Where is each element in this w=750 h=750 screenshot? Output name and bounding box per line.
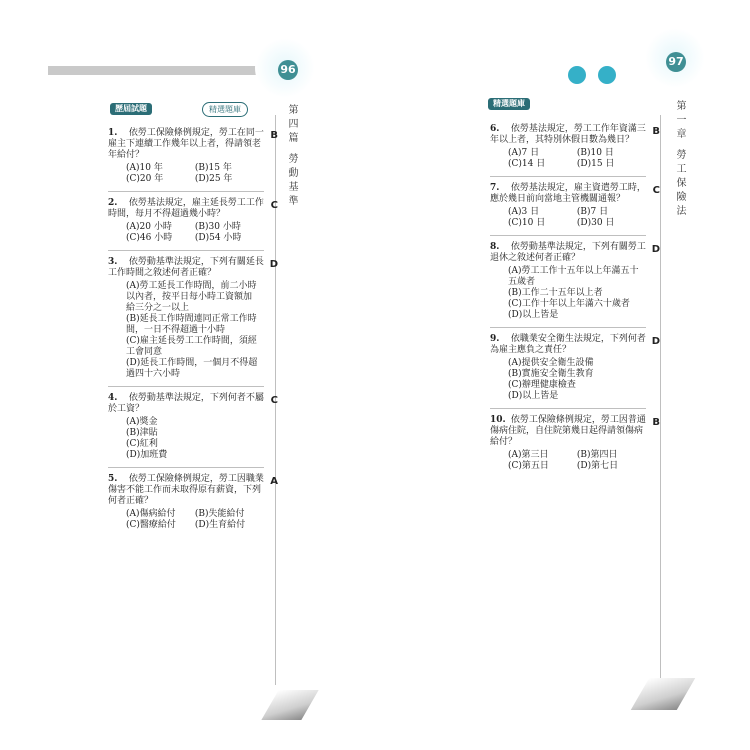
right-question-column [490, 118, 660, 472]
option-b: (B)30 小時 [194, 222, 241, 232]
option-a: (A)7 日 [508, 148, 540, 158]
option-a: (A)10 年 [126, 163, 163, 173]
option-d: (D)延長工作時間，一個月不得超過四十六小時 [126, 358, 258, 379]
answer-label: B [652, 417, 660, 428]
option-c: (C)第五日 [508, 461, 549, 471]
question-item [108, 191, 278, 244]
question-text: 依勞工保險條例規定，勞工在同一雇主下連續工作幾年以上者，得請領老年給付？ [108, 128, 264, 160]
option-list [126, 163, 264, 185]
option-c: (C)46 小時 [126, 233, 173, 243]
left-question-column [108, 122, 278, 531]
option-list [508, 148, 646, 170]
option-d: (D)25 年 [194, 174, 233, 184]
option-list [508, 450, 646, 472]
question-item [490, 176, 660, 229]
question-text: 依勞工保險條例規定，勞工因職業傷害不能工作而未取得原有薪資，下列何者正確？ [108, 474, 264, 506]
answer-label: C [652, 185, 660, 196]
option-b: (B)第四日 [576, 450, 618, 460]
question-number: 2. [108, 198, 118, 208]
question-text: 依勞基法規定，雇主資遣勞工時，應於幾日前向當地主管機關通報？ [490, 183, 646, 204]
answer-label: C [270, 395, 278, 406]
option-b: (B)失能給付 [194, 509, 245, 519]
option-d: (D)第七日 [576, 461, 619, 471]
option-a: (A)獎金 [126, 417, 158, 427]
option-d: (D)以上皆是 [508, 310, 559, 320]
option-c: (C)工作十年以上年滿六十歲者 [508, 299, 630, 309]
option-d: (D)生育給付 [194, 520, 246, 530]
question-text: 依勞工保險條例規定，勞工因普通傷病住院，自住院第幾日起得請領傷病給付？ [490, 415, 646, 447]
option-c: (C)雇主延長勞工工作時間，須經工會同意 [126, 336, 257, 357]
option-b: (B)津貼 [126, 428, 158, 438]
option-d: (D)以上皆是 [508, 391, 559, 401]
right-page-number: 97 [666, 52, 686, 72]
option-b: (B)工作二十五年以上者 [508, 288, 603, 298]
option-list [508, 358, 646, 402]
footer-decoration-left [261, 690, 318, 720]
question-number: 5. [108, 474, 118, 484]
option-d: (D)30 日 [576, 218, 615, 228]
option-b: (B)10 日 [576, 148, 614, 158]
option-list [126, 509, 264, 531]
question-item [108, 467, 278, 531]
question-item [108, 250, 278, 380]
question-text: 依勞基法規定，雇主延長勞工工作時間，每月不得超過幾小時？ [108, 198, 264, 219]
option-c: (C)10 日 [508, 218, 546, 228]
option-a: (A)勞工工作十五年以上年滿五十五歲者 [508, 266, 639, 287]
answer-label: C [270, 200, 278, 211]
question-text: 依職業安全衛生法規定，下列何者為雇主應負之責任？ [490, 334, 646, 355]
question-text: 依勞動基準法規定，下列有關延長工作時間之敘述何者正確？ [108, 257, 264, 278]
left-side-title: 第四篇 勞動基準 [286, 104, 297, 210]
question-item [490, 118, 660, 170]
option-a: (A)提供安全衛生設備 [508, 358, 594, 368]
right-badge: 精選題庫 [488, 98, 530, 110]
option-a: (A)勞工延長工作時間，前二小時以內者，按平日每小時工資額加給三分之一以上 [126, 281, 257, 313]
option-list [126, 222, 264, 244]
question-number: 6. [490, 124, 500, 134]
right-column-divider [660, 115, 661, 685]
question-item [490, 408, 660, 472]
option-c: (C)醫療給付 [126, 520, 176, 530]
answer-label: D [651, 336, 660, 347]
left-section-title: 精選題庫 [202, 102, 248, 117]
question-number: 7. [490, 183, 500, 193]
answer-label: D [651, 244, 660, 255]
right-side-title: 第一章 勞工保險法 [674, 100, 685, 220]
option-a: (A)20 小時 [126, 222, 172, 232]
question-number: 8. [490, 242, 500, 252]
option-c: (C)紅利 [126, 439, 158, 449]
question-item [490, 235, 660, 321]
option-b: (B)7 日 [576, 207, 609, 217]
answer-label: D [269, 259, 278, 270]
option-d: (D)15 日 [576, 159, 615, 169]
footer-decoration-right [631, 678, 695, 710]
question-number: 3. [108, 257, 118, 267]
option-b: (B)延長工作時間連同正常工作時間，一日不得超過十小時 [126, 314, 257, 335]
option-d: (D)加班費 [126, 450, 168, 460]
question-item [108, 122, 278, 185]
option-a: (A)第三日 [508, 450, 549, 460]
option-b: (B)15 年 [194, 163, 232, 173]
option-list [126, 281, 264, 380]
question-number: 4. [108, 393, 118, 403]
option-c: (C)14 日 [508, 159, 546, 169]
option-a: (A)傷病給付 [126, 509, 176, 519]
question-text: 依勞動基準法規定，下列何者不屬於工資？ [108, 393, 264, 414]
option-b: (B)實施安全衛生教育 [508, 369, 594, 379]
question-item [490, 327, 660, 402]
option-d: (D)54 小時 [194, 233, 242, 243]
question-text: 依勞動基準法規定，下列有關勞工退休之敘述何者正確？ [490, 242, 646, 263]
answer-label: B [652, 126, 660, 137]
option-list [508, 266, 646, 321]
question-text: 依勞基法規定，勞工工作年資滿三年以上者，其特別休假日數為幾日？ [490, 124, 646, 145]
left-badge: 歷屆試題 [110, 103, 152, 115]
answer-label: A [270, 476, 278, 487]
header-bar [48, 66, 288, 75]
question-number: 1. [108, 128, 118, 138]
option-list [126, 417, 264, 461]
answer-label: B [270, 130, 278, 141]
circle-decoration-b [598, 66, 616, 84]
option-list [508, 207, 646, 229]
left-page-number: 96 [278, 60, 298, 80]
option-c: (C)20 年 [126, 174, 164, 184]
question-item [108, 386, 278, 461]
option-a: (A)3 日 [508, 207, 540, 217]
option-c: (C)辦理健康檢查 [508, 380, 576, 390]
circle-decoration-a [568, 66, 586, 84]
question-number: 10. [490, 415, 506, 425]
question-number: 9. [490, 334, 500, 344]
